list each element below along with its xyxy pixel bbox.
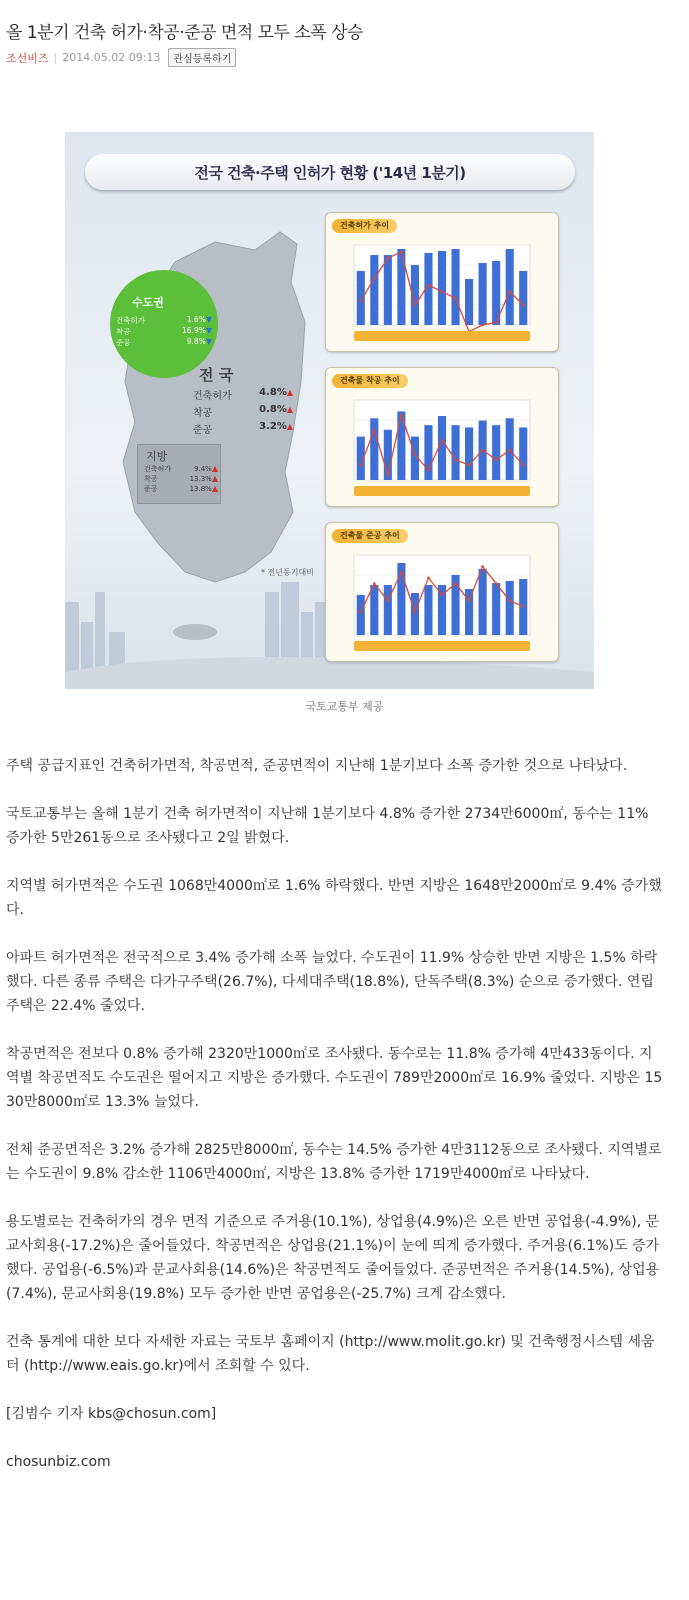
reporter-byline: [김범수 기자 kbs@chosun.com]	[6, 1406, 217, 1422]
chart-permit	[325, 212, 559, 352]
line-point	[508, 290, 511, 293]
line-point	[373, 429, 376, 432]
site-footer[interactable]: chosunbiz.com	[6, 1454, 111, 1470]
metro-start-label: 착공	[116, 327, 131, 336]
line-point	[373, 277, 376, 280]
bar	[479, 569, 487, 635]
bar	[479, 263, 487, 325]
line-point	[481, 324, 484, 327]
line-point	[522, 304, 525, 307]
paragraph: 아파트 허가면적은 전국적으로 3.4% 증가해 소폭 늘었다. 수도권이 11.9% 상승한 반면 지방은 1.5% 하락했다. 다른 종류 주택은 다가구주택(26.7%), 다세대주택(18.8%), 단독주택(8.3%) 순으로 증가했다. 연립주택은 22.4% 줄었다.	[6, 950, 658, 1014]
metro-complete-value: 9.8%	[186, 337, 206, 346]
bar	[465, 279, 473, 325]
paragraph: 국토교통부는 올해 1분기 건축 허가면적이 지난해 1분기보다 4.8% 증가한 2734만6000㎡, 동수는 11% 증가한 5만261동으로 조사됐다고 2일 밝혔다.	[6, 806, 649, 846]
chart-permit-title: 건축허가 추이	[332, 219, 397, 233]
meta-divider: |	[53, 51, 58, 64]
year-band	[354, 641, 530, 651]
line-point	[359, 611, 362, 614]
line-point	[481, 449, 484, 452]
line-point	[359, 464, 362, 467]
line-point	[481, 565, 484, 568]
article-datetime: 2014.05.02 09:13	[62, 51, 161, 64]
regional-complete-label: 준공	[144, 485, 158, 493]
line-point	[495, 321, 498, 324]
line-point	[495, 582, 498, 585]
arrow-down-icon: ▼	[205, 315, 212, 324]
national-heading: 전 국	[199, 366, 234, 384]
line-point	[400, 571, 403, 574]
arrow-down-icon: ▼	[205, 326, 212, 335]
bar	[438, 416, 446, 480]
image-caption: 국토교통부 제공	[305, 700, 384, 713]
bar	[438, 251, 446, 325]
regional-complete-value: 13.8%	[189, 485, 212, 493]
arrow-up-icon: ▲	[211, 474, 218, 483]
line-point	[441, 594, 444, 597]
line-point	[441, 439, 444, 442]
line-point	[414, 611, 417, 614]
bar	[424, 425, 432, 480]
arrow-up-icon: ▲	[211, 484, 218, 493]
bar	[465, 589, 473, 635]
metro-row-complete	[116, 337, 212, 348]
article-body	[6, 754, 666, 1498]
bar	[357, 595, 365, 635]
article-title: 올 1분기 건축 허가·착공·준공 면적 모두 소폭 상승	[6, 23, 363, 43]
year-band	[354, 331, 530, 341]
bar	[451, 249, 459, 325]
arrow-up-icon: ▲	[286, 422, 293, 431]
chart-start-title: 건축물 착공 추이	[332, 374, 408, 388]
year-band	[354, 486, 530, 496]
line-point	[454, 582, 457, 585]
chart-complete-plot	[326, 523, 558, 661]
arrow-up-icon: ▲	[286, 388, 293, 397]
metro-complete-label: 준공	[116, 338, 131, 347]
line-point	[427, 577, 430, 580]
national-start-value: 0.8%	[259, 404, 287, 415]
regional-row-start	[144, 474, 218, 484]
metro-heading: 수도권	[132, 296, 164, 309]
national-row-complete	[193, 421, 293, 436]
national-complete-label: 준공	[193, 425, 213, 436]
bar	[357, 271, 365, 325]
national-summary	[193, 364, 293, 436]
metro-permit-label: 건축허가	[116, 316, 145, 325]
bar	[370, 585, 378, 635]
national-start-label: 착공	[193, 408, 213, 419]
regional-permit-label: 건축허가	[144, 465, 172, 473]
line-point	[373, 582, 376, 585]
line-point	[387, 257, 390, 260]
chart-start-plot	[326, 368, 558, 506]
line-point	[400, 414, 403, 417]
article-source[interactable]: 조선비즈	[6, 51, 49, 65]
article-meta	[6, 48, 236, 67]
line-point	[441, 290, 444, 293]
metro-start-value: 16.9%	[182, 326, 206, 335]
bar	[506, 581, 514, 635]
regional-row-permit	[144, 464, 218, 474]
chart-permit-plot	[326, 213, 558, 351]
bar	[492, 425, 500, 480]
bar	[451, 425, 459, 480]
bar	[384, 255, 392, 325]
bar	[506, 249, 514, 325]
bar	[519, 427, 527, 480]
line-point	[427, 284, 430, 287]
metro-row-permit	[116, 315, 212, 326]
line-point	[414, 304, 417, 307]
banner-title: 전국 건축·주택 인허가 현황 ('14년 1분기)	[194, 163, 466, 182]
arrow-up-icon: ▲	[211, 464, 218, 473]
paragraph: 건축 통계에 대한 보다 자세한 자료는 국토부 홈페이지 (http://www.molit.go.kr) 및 건축행정시스템 세움터 (http://www.eais.go.kr)에서 조회할 수 있다.	[6, 1334, 655, 1374]
regional-permit-value: 9.4%	[194, 465, 212, 473]
line-point	[468, 599, 471, 602]
follow-button[interactable]: 관심등록하기	[168, 48, 236, 67]
chart-start	[325, 367, 559, 507]
arrow-down-icon: ▼	[205, 337, 212, 346]
national-complete-value: 3.2%	[259, 421, 287, 432]
bar	[492, 583, 500, 635]
line-point	[387, 599, 390, 602]
regional-start-label: 착공	[144, 475, 158, 483]
line-point	[454, 297, 457, 300]
metro-region-badge	[110, 270, 218, 378]
regional-heading: 지방	[146, 450, 168, 463]
line-point	[414, 454, 417, 457]
yoy-note: * 전년동기대비	[261, 568, 314, 577]
metro-row-start	[116, 326, 212, 337]
infographic-banner	[85, 154, 575, 190]
regional-start-value: 13.3%	[189, 475, 212, 483]
paragraph: 용도별로는 건축허가의 경우 면적 기준으로 주거용(10.1%), 상업용(4.9%)은 오른 반면 공업용(-4.9%), 문교사회용(-17.2%)은 줄어들었다. 착공면적은 상업용(21.1%)이 눈에 띄게 증가했다. 주거용(6.1%)도 증가했다. 공업용(-6.5%)과 문교사회용(14.6%)은 착공면적도 줄어들었다. 준공면적은 주거용(14.5%), 상업용(7.4%), 문교사회용(19.8%) 모두 증가한 반면 공업용은(-25.7%) 크게 감소했다.	[6, 1214, 660, 1302]
line-point	[400, 250, 403, 253]
paragraph: 지역별 허가면적은 수도권 1068만4000㎡로 1.6% 하락했다. 반면 지방은 1648만2000㎡로 9.4% 증가했다.	[6, 878, 662, 918]
national-row-permit	[193, 387, 293, 402]
bar	[465, 427, 473, 480]
infographic	[65, 132, 594, 689]
arrow-up-icon: ▲	[286, 405, 293, 414]
line-point	[495, 459, 498, 462]
bar	[370, 255, 378, 325]
bar	[370, 418, 378, 480]
bar	[411, 593, 419, 635]
line-point	[359, 300, 362, 303]
line-point	[508, 599, 511, 602]
line-point	[522, 605, 525, 608]
line-point	[468, 464, 471, 467]
regional-row-complete	[144, 484, 218, 494]
line-point	[454, 459, 457, 462]
bar	[519, 271, 527, 325]
chart-complete-title: 건축물 준공 추이	[332, 529, 408, 543]
line-point	[427, 469, 430, 472]
paragraph: 주택 공급지표인 건축허가면적, 착공면적, 준공면적이 지난해 1분기보다 소폭 증가한 것으로 나타났다.	[6, 758, 628, 774]
line-point	[508, 449, 511, 452]
metro-permit-value: 1.6%	[186, 315, 206, 324]
bar	[384, 585, 392, 635]
paragraph: 전체 준공면적은 3.2% 증가해 2825만8000㎡, 동수는 14.5% 증가한 4만3112동으로 조사됐다. 지역별로는 수도권이 9.8% 감소한 1106만4000㎡, 지방은 13.8% 증가한 1719만4000㎡로 나타났다.	[6, 1142, 662, 1182]
paragraph: 착공면적은 전보다 0.8% 증가해 2320만1000㎡로 조사됐다. 동수로는 11.8% 증가해 4만433동이다. 지역별 착공면적도 수도권은 떨어지고 지방은 증가했다. 수도권이 789만2000㎡로 16.9% 줄었다. 지방은 1530만8000㎡로 13.3% 늘었다.	[6, 1046, 663, 1110]
national-row-start	[193, 404, 293, 419]
line-point	[387, 474, 390, 477]
regional-summary	[137, 444, 221, 504]
chart-complete	[325, 522, 559, 662]
national-permit-value: 4.8%	[259, 387, 287, 398]
national-permit-label: 건축허가	[193, 391, 232, 402]
bar	[424, 585, 432, 635]
line-point	[522, 464, 525, 467]
